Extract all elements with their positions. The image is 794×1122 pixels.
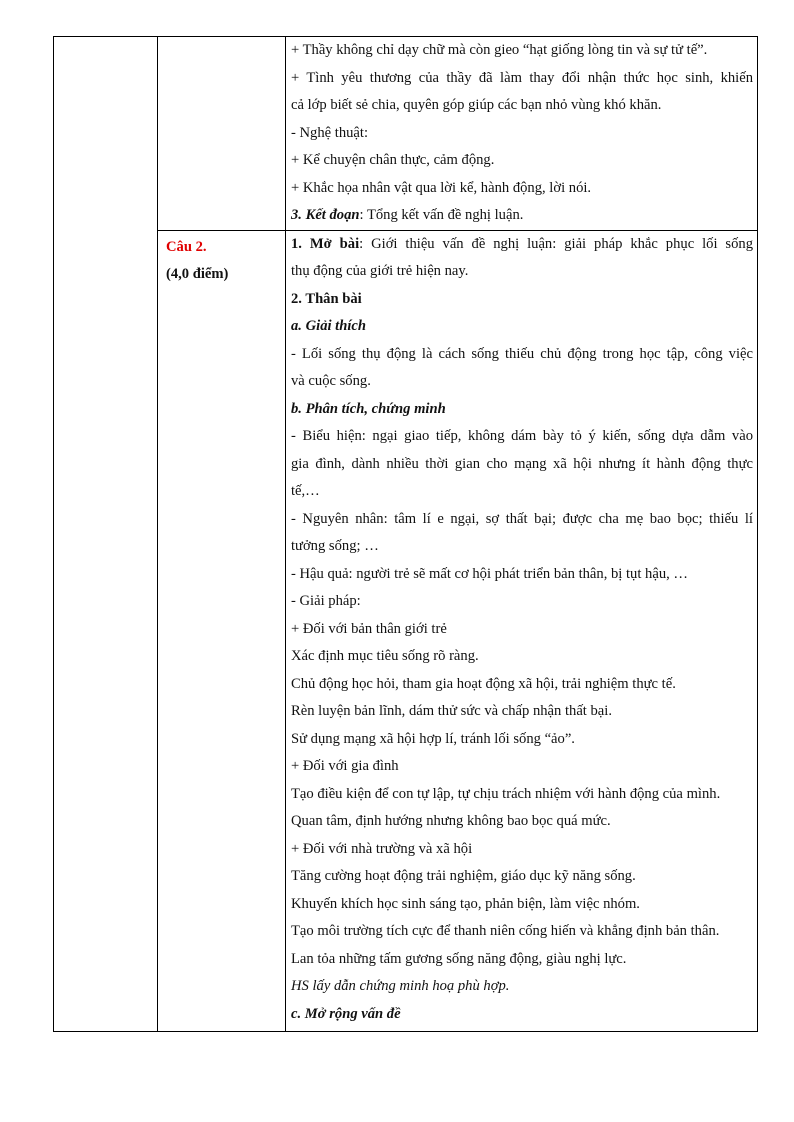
text-line: - Giải pháp: (291, 593, 361, 609)
text-line: + Thầy không chỉ dạy chữ mà còn gieo “hạt giống lòng tin và sự tử tế”. (291, 42, 708, 58)
list-item: Rèn luyện bản lĩnh, dám thử sức và chấp nhận thất bại. (291, 703, 612, 719)
phan-tich-heading: b. Phân tích, chứng minh (291, 400, 446, 417)
text-line: - Biểu hiện: ngại giao tiếp, không dám bày tỏ ý kiến, sống dựa dẫm vào (291, 428, 753, 444)
mo-bai-line (291, 231, 753, 259)
list-item: Sử dụng mạng xã hội hợp lí, tránh lối sống “ảo”. (291, 730, 575, 747)
text-line: tế,… (291, 483, 320, 499)
list-item: Tạo điều kiện để con tự lập, tự chịu trách nhiệm với hành động của mình. (291, 785, 721, 802)
question-cell (158, 230, 286, 1032)
text-line: + Tình yêu thương của thầy đã làm thay đổi nhận thức học sinh, khiến (291, 69, 753, 86)
ket-doan-line (291, 202, 753, 230)
subheading-line: + Đối với nhà trường và xã hội (291, 840, 473, 857)
table-row (54, 230, 758, 1032)
list-item: Tạo môi trường tích cực để thanh niên cống hiến và khẳng định bản thân. (291, 923, 720, 939)
list-item: Quan tâm, định hướng nhưng không bao bọc quá mức. (291, 813, 611, 829)
mo-bai-label: 1. Mở bài (291, 235, 360, 252)
text-line: cả lớp biết sẻ chia, quyên góp giúp các bạn nhỏ vùng khó khăn. (291, 97, 662, 113)
list-item: Tăng cường hoạt động trải nghiệm, giáo dục kỹ năng sống. (291, 868, 636, 884)
text-line: - Nghệ thuật: (291, 124, 369, 141)
text-line: - Nguyên nhân: tâm lí e ngại, sợ thất bại; được cha mẹ bao bọc; thiếu lí (291, 510, 753, 527)
text-line: - Lối sống thụ động là cách sống thiếu chủ động trong học tập, công việc (291, 345, 753, 362)
answer-cell-row2 (286, 230, 758, 1032)
answer-table (53, 36, 758, 1032)
list-item: Lan tỏa những tấm gương sống năng động, giàu nghị lực. (291, 950, 627, 967)
text-line: gia đình, dành nhiều thời gian cho mạng xã hội nhưng ít hành động thực (291, 455, 753, 472)
table-row (54, 37, 758, 231)
question-score: (4,0 điểm) (166, 265, 229, 282)
mo-rong-heading: c. Mở rộng vấn đề (291, 1005, 401, 1022)
mo-bai-text: : Giới thiệu vấn đề nghị luận: giải pháp khắc phục lối sống (359, 235, 753, 252)
text-line: thụ động của giới trẻ hiện nay. (291, 263, 469, 279)
list-item: Chủ động học hỏi, tham gia hoạt động xã hội, trải nghiệm thực tế. (291, 675, 676, 692)
subheading-line: + Đối với gia đình (291, 758, 399, 774)
than-bai-heading: 2. Thân bài (291, 290, 362, 307)
giai-thich-heading: a. Giải thích (291, 318, 367, 334)
text-line: tưởng sống; … (291, 538, 379, 554)
text-line: - Hậu quả: người trẻ sẽ mất cơ hội phát triển bản thân, bị tụt hậu, … (291, 565, 689, 582)
answer-cell-row1 (286, 37, 758, 231)
question-label: Câu 2. (166, 238, 207, 255)
question-cell-empty (158, 37, 286, 231)
empty-column-cell (54, 37, 158, 1032)
ket-doan-text: : Tổng kết vấn đề nghị luận. (359, 207, 524, 223)
subheading-line: + Đối với bản thân giới trẻ (291, 620, 447, 637)
ket-doan-label: 3. Kết đoạn (291, 207, 360, 223)
text-line: + Khắc họa nhân vật qua lời kể, hành động, lời nói. (291, 179, 592, 196)
text-line: + Kể chuyện chân thực, cảm động. (291, 152, 495, 168)
list-item: Khuyến khích học sinh sáng tạo, phản biện, làm việc nhóm. (291, 895, 640, 912)
list-item: Xác định mục tiêu sống rõ ràng. (291, 648, 479, 664)
dan-chung-note: HS lấy dẫn chứng minh hoạ phù hợp. (291, 978, 510, 994)
text-line: và cuộc sống. (291, 373, 371, 389)
